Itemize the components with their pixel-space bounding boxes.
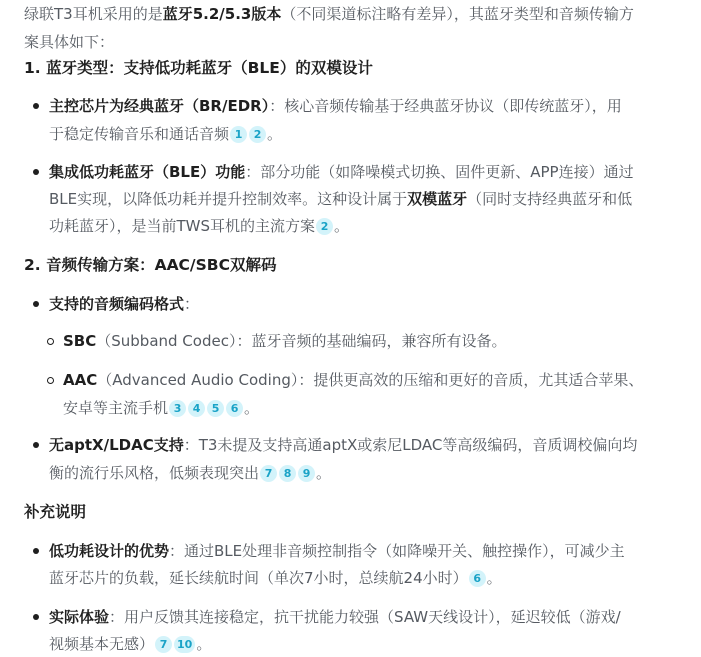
list-item-no-aptx [49, 432, 637, 458]
bullet-dot [33, 301, 39, 307]
sub-item-aac [63, 367, 643, 393]
item-text: ：通过BLE处理非音频控制指令（如降噪开关、触控操作），可减少主 [169, 542, 625, 560]
citation-badge[interactable]: 8 [279, 465, 296, 482]
citation-badge[interactable]: 2 [316, 218, 333, 235]
item-bold-label: 实际体验 [49, 608, 110, 626]
item-text: BLE实现，以降低功耗并提升控制效率。这种设计属于 [49, 190, 408, 208]
citation-badge[interactable]: 2 [249, 126, 266, 143]
item-text: ：部分功能（如降噪模式切换、固件更新、APP连接）通过 [245, 163, 634, 181]
item-text: 功耗蓝牙），是当前TWS耳机的主流方案 [49, 217, 316, 235]
list-item-continuation [49, 121, 282, 147]
item-bold-label: SBC [63, 332, 97, 350]
sub-bullet-circle [47, 338, 54, 345]
item-bold-label: 支持的音频编码格式 [49, 295, 185, 313]
list-item-continuation [49, 631, 211, 657]
item-text: ：T3未提及支持高通aptX或索尼LDAC等高级编码，音质调校偏向均 [183, 436, 638, 454]
item-text: 安卓等主流手机 [63, 399, 169, 417]
intro-text: （不同渠道标注略有差异），其蓝牙类型和音频传输方 [281, 5, 634, 23]
item-bold-label: 无aptX/LDAC支持 [49, 436, 184, 454]
item-text: 。 [486, 569, 502, 587]
citation-badge[interactable]: 6 [469, 570, 486, 587]
section-heading-audio-transmission: 2. 音频传输方案：AAC/SBC双解码 [24, 256, 277, 274]
bullet-dot [33, 169, 39, 175]
item-text: 。 [316, 464, 332, 482]
item-text: ： [184, 295, 200, 313]
sub-bullet-circle [47, 377, 54, 384]
item-text: 视频基本无感） [49, 635, 155, 653]
section-heading-supplementary: 补充说明 [24, 503, 87, 521]
intro-bold-version: 蓝牙5.2/5.3版本 [162, 5, 282, 23]
list-item-continuation [49, 460, 331, 486]
list-item-codec-formats [49, 291, 199, 317]
list-item-experience [49, 604, 621, 630]
citation-badge[interactable]: 9 [298, 465, 315, 482]
item-text: 。 [334, 217, 350, 235]
item-text: ：用户反馈其连接稳定，抗干扰能力较强（SAW天线设计），延迟较低（游戏/ [109, 608, 621, 626]
intro-line-1 [24, 1, 634, 27]
list-item-continuation [49, 186, 632, 212]
item-text: 蓝牙芯片的负载，延长续航时间（单次7小时，总续航24小时） [49, 569, 468, 587]
list-item-low-power [49, 538, 625, 564]
citation-badge[interactable]: 5 [207, 400, 224, 417]
item-bold-label: 主控芯片为经典蓝牙（BR/EDR） [49, 97, 270, 115]
citation-badge[interactable]: 3 [169, 400, 186, 417]
item-bold-inline: 双模蓝牙 [407, 190, 468, 208]
section-heading-bluetooth-type: 1. 蓝牙类型：支持低功耗蓝牙（BLE）的双模设计 [24, 59, 373, 77]
bullet-dot [33, 103, 39, 109]
list-item-continuation [49, 565, 502, 591]
intro-line-2 [24, 29, 114, 55]
citation-badge[interactable]: 6 [226, 400, 243, 417]
item-bold-label: 集成低功耗蓝牙（BLE）功能 [49, 163, 246, 181]
sub-item-continuation [63, 395, 259, 421]
citation-badge[interactable]: 10 [174, 636, 195, 653]
item-text: （同时支持经典蓝牙和低 [467, 190, 633, 208]
bullet-dot [33, 548, 39, 554]
item-text: 。 [196, 635, 212, 653]
item-text: ：核心音频传输基于经典蓝牙协议（即传统蓝牙），用 [269, 97, 622, 115]
citation-badge[interactable]: 7 [155, 636, 172, 653]
item-text: （Advanced Audio Coding）：提供更高效的压缩和更好的音质，尤其适合苹果、 [97, 371, 644, 389]
item-text: 。 [244, 399, 260, 417]
item-bold-label: 低功耗设计的优势 [49, 542, 170, 560]
sub-item-sbc [63, 328, 506, 354]
list-item-continuation [49, 213, 349, 239]
list-item-classic-bt [49, 93, 622, 119]
intro-text: 案具体如下： [24, 33, 115, 51]
bullet-dot [33, 614, 39, 620]
item-text: 于稳定传输音乐和通话音频 [49, 125, 230, 143]
citation-badge[interactable]: 1 [230, 126, 247, 143]
item-text: 衡的流行乐风格，低频表现突出 [49, 464, 260, 482]
item-bold-label: AAC [63, 371, 98, 389]
citation-badge[interactable]: 7 [260, 465, 277, 482]
list-item-ble [49, 159, 634, 185]
bullet-dot [33, 442, 39, 448]
item-text: 。 [267, 125, 283, 143]
citation-badge[interactable]: 4 [188, 400, 205, 417]
item-text: （Subband Codec）：蓝牙音频的基础编码，兼容所有设备。 [96, 332, 507, 350]
intro-text: 绿联T3耳机采用的是 [24, 5, 163, 23]
